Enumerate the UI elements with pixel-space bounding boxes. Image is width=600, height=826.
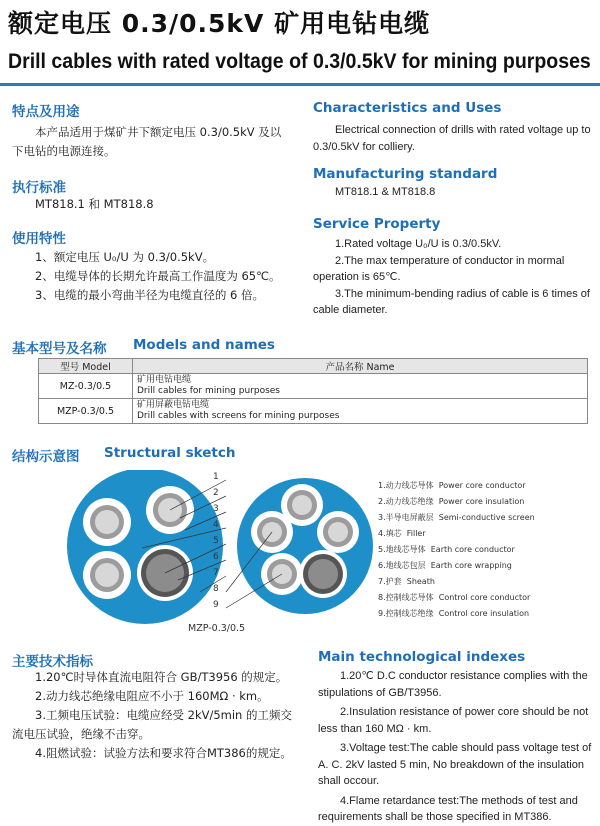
legend-item-en: Semi-conductive screen (438, 513, 535, 522)
models-heading-cn: 基本型号及名称 (12, 341, 107, 357)
service-item: 2.The max temperature of conductor in mormal operation is 65℃. (313, 254, 565, 283)
name-cn: 矿用屏蔽电钻电缆 (137, 400, 210, 410)
standard-text: MT818.1 和 MT818.8 (35, 197, 154, 211)
indexes-en-item: 1.20℃ D.C conductor resistance complies with the stipulations of GB/T3956. (318, 670, 588, 699)
sketch-legend (378, 480, 535, 624)
usage-item: 3、电缆的最小弯曲半径为电缆直径的 6 倍。 (35, 288, 264, 302)
model-cell: MZP-0.3/0.5 (39, 399, 133, 424)
right-earth-core (299, 550, 347, 598)
indexes-cn-item: 1.20℃时导体直流电阻符合 GB/T3956 的规定。 (35, 670, 288, 684)
service-list (313, 236, 591, 319)
manufacturing-heading: Manufacturing standard (313, 166, 498, 182)
legend-item-cn: 5.地线芯导体 (378, 545, 426, 554)
indexes-cn-heading: 主要技术指标 (12, 654, 93, 670)
sketch-heading-en: Structural sketch (104, 445, 236, 461)
legend-item-cn: 2.动力线芯绝缘 (378, 497, 434, 506)
indexes-en-list (318, 668, 592, 826)
indexes-cn-item: 2.动力线芯绝缘电阻应不小于 160MΩ · km。 (35, 689, 269, 703)
legend-item-en: Control core insulation (438, 609, 530, 618)
features-text: 本产品适用于煤矿井下额定电压 0.3/0.5kV 及以下电钻的电源连接。 (12, 125, 282, 158)
sketch-number: 2 (213, 488, 219, 498)
legend-item-cn: 6.地线芯包层 (378, 561, 426, 570)
legend-item-en: Earth core wrapping (430, 561, 512, 570)
indexes-cn-item: 4.阻燃试验：试验方法和要求符合MT386的规定。 (35, 746, 292, 760)
name-cell (133, 399, 588, 424)
indexes-en-item: 3.Voltage test:The cable should pass voltage test of A. C. 2kV lasted 5 min, No breakdown of the insulation shall occour. (318, 742, 592, 787)
left-core-bottom-left (83, 551, 131, 599)
name-en: Drill cables with screens for mining purposes (137, 411, 340, 421)
service-item: 1.Rated voltage U₀/U is 0.3/0.5kV. (335, 238, 502, 250)
legend-item-en: Power core conductor (438, 481, 526, 490)
table-row (39, 374, 588, 399)
legend-item-en: Sheath (406, 577, 435, 586)
legend-item-cn: 8.控制线芯导体 (378, 593, 434, 602)
sketch-number: 6 (213, 552, 219, 562)
sketch-number: 4 (213, 520, 219, 530)
name-en: Drill cables for mining purposes (137, 386, 280, 396)
manufacturing-text: MT818.1 & MT818.8 (335, 186, 436, 198)
col-name-header: 产品名称 Name (133, 359, 588, 374)
legend-item-en: Filler (406, 529, 426, 538)
legend-item-en: Control core conductor (438, 593, 531, 602)
model-cell: MZ-0.3/0.5 (39, 374, 133, 399)
legend-item-en: Earth core conductor (430, 545, 515, 554)
indexes-en-heading: Main technological indexes (318, 649, 526, 665)
title-divider (0, 83, 600, 86)
name-cn: 矿用电钻电缆 (137, 375, 192, 385)
left-core-top-left (83, 498, 131, 546)
sketch-heading-cn: 结构示意图 (12, 449, 80, 465)
indexes-en-item: 2.Insulation resistance of power core should be not less than 160 MΩ · km. (318, 706, 589, 735)
legend-item-cn: 4.填芯 (378, 529, 402, 538)
standard-heading: 执行标准 (12, 180, 66, 196)
characteristics-text: Electrical connection of drills with rated voltage up to 0.3/0.5kV for colliery. (313, 124, 591, 153)
sketch-number: 8 (213, 584, 219, 594)
page-title-en: Drill cables with rated voltage of 0.3/0.5kV for mining purposes (8, 50, 591, 73)
characteristics-heading: Characteristics and Uses (313, 100, 502, 116)
right-core-right (317, 511, 359, 553)
page-title-cn: 额定电压 0.3/0.5kV 矿用电钻电缆 (8, 9, 431, 38)
indexes-en-item: 4.Flame retardance test:The methods of test and requirements shall be those specified in MT386. (318, 794, 578, 823)
name-cell (133, 374, 588, 399)
indexes-cn-list (12, 668, 294, 763)
sketch-number: 3 (213, 504, 219, 514)
indexes-cn-item: 3.工频电压试验：电缆应经受 2kV/5min 的工频交流电压试验，绝缘不击穿。 (12, 708, 293, 741)
legend-item-cn: 1.动力线芯导体 (378, 481, 434, 490)
sketch-number: 1 (213, 472, 219, 482)
table-row (39, 399, 588, 424)
sketch-caption: MZP-0.3/0.5 (188, 623, 246, 634)
usage-list (12, 248, 287, 305)
usage-item: 1、额定电压 U₀/U 为 0.3/0.5kV。 (35, 250, 215, 264)
sketch-number: 7 (213, 568, 219, 578)
usage-item: 2、电缆导体的长期允许最高工作温度为 65℃。 (35, 269, 281, 283)
legend-item-en: Power core insulation (438, 497, 525, 506)
service-item: 3.The minimum-bending radius of cable is 6 times of cable diameter. (313, 287, 590, 316)
sketch-number-column (213, 472, 227, 616)
sketch-number: 5 (213, 536, 219, 546)
sketch-number: 9 (213, 600, 219, 610)
models-table (38, 358, 588, 424)
service-heading: Service Property (313, 216, 441, 232)
usage-heading: 使用特性 (12, 231, 66, 247)
legend-item-cn: 9.控制线芯绝缘 (378, 609, 434, 618)
legend-item-cn: 7.护套 (378, 577, 402, 586)
table-header-row (39, 359, 588, 374)
legend-item-cn: 3.半导电屏蔽层 (378, 513, 434, 522)
features-heading: 特点及用途 (12, 104, 80, 120)
models-heading-en: Models and names (133, 337, 275, 353)
col-model-header: 型号 Model (39, 359, 133, 374)
